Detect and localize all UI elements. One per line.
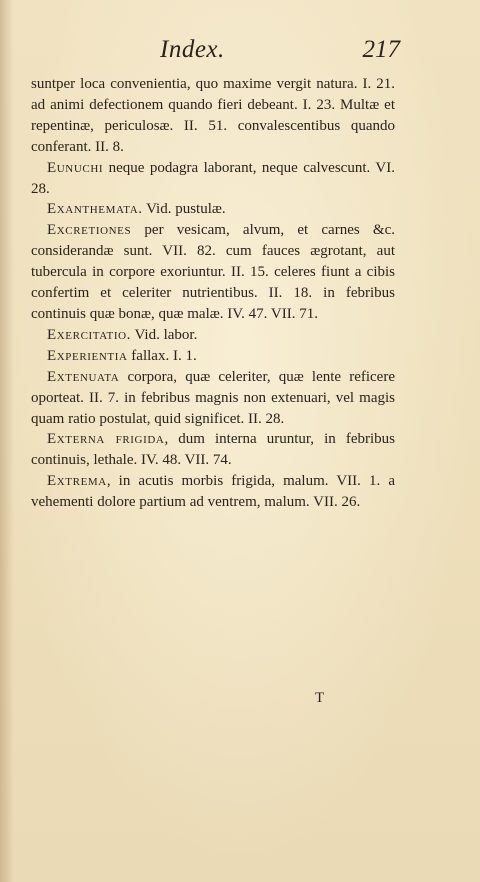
index-entry-exanthemata <box>31 199 395 220</box>
entry-heading: Extenuata <box>47 368 120 385</box>
index-entry-eunuchi <box>31 158 395 200</box>
running-head <box>160 36 400 68</box>
entry-text: Vid. pustulæ. <box>142 201 226 218</box>
entry-text: Vid. labor. <box>131 326 198 343</box>
index-entry-continuation <box>31 74 395 158</box>
index-entry-externa-frigida <box>31 429 395 471</box>
entry-heading: Exanthemata. <box>47 201 143 218</box>
entry-text: fallax. I. 1. <box>127 347 197 364</box>
index-entry-excretiones <box>31 220 395 325</box>
running-head-title: Index. <box>160 36 225 63</box>
signature-mark: T <box>315 690 325 706</box>
entry-text: suntper loca convenientia, quo maxime vergit natura. I. 21. ad animi defectionem quando fieri debeant. I. 23. Multæ et repentinæ, periculosæ. II. 51. convalescentibus quando conferant. II. 8. <box>31 76 395 155</box>
index-entry-extrema <box>31 471 395 513</box>
entry-text: , in acutis morbis frigida, malum. VII. 1. a vehementi dolore partium ad ventrem, malum. VII. 26. <box>31 473 395 511</box>
entry-heading: Excretiones <box>47 222 132 239</box>
index-entry-exercitatio <box>31 325 395 346</box>
entry-text: per vesicam, alvum, et carnes &c. considerandæ sunt. VII. 82. cum fauces ægrotant, aut tubercula in corpore exoriuntur. II. 15. celeres fiunt a cibis confertim et celeriter nutrientibus. II. 18. in febribus continuis quæ bonæ, quæ malæ. IV. 47. VII. 71. <box>31 222 395 322</box>
index-entry-experientia <box>31 346 395 367</box>
entry-heading: Exercitatio. <box>47 326 132 343</box>
page-number: 217 <box>362 36 400 63</box>
entry-heading: Experientia <box>47 347 128 364</box>
index-entries <box>31 74 395 513</box>
index-entry-extenuata <box>31 367 395 430</box>
entry-text: neque podagra laborant, neque calvescunt. VI. 28. <box>31 159 395 197</box>
entry-text: , dum interna uruntur, in febribus continuis, lethale. IV. 48. VII. 74. <box>31 431 395 469</box>
entry-text: corpora, quæ celeriter, quæ lente reficere oporteat. II. 7. in febribus magnis non extenuari, vel magis quam ratio postulat, quid significet. II. 28. <box>31 368 395 427</box>
entry-heading: Externa frigida <box>47 431 165 448</box>
entry-heading: Eunuchi <box>47 159 104 176</box>
entry-heading: Extrema <box>47 473 107 490</box>
